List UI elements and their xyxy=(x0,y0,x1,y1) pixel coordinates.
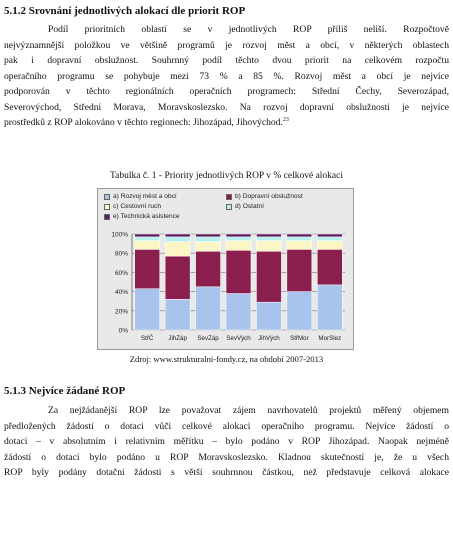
bar-segment xyxy=(256,241,281,252)
bar-segment xyxy=(165,256,190,299)
bar-segment xyxy=(226,250,251,293)
bar-segment xyxy=(256,234,281,237)
bar-segment xyxy=(226,234,251,237)
x-tick-label: JihVých xyxy=(258,335,280,342)
bar-segment xyxy=(196,287,221,330)
bar-segment xyxy=(287,241,312,250)
paragraph-line: žádostí o dotaci bylo podáno u ROP Moravskoslezsko. Kladnou skutečností je, že u všech xyxy=(4,451,449,463)
bar-segment xyxy=(226,241,251,251)
bar-segment xyxy=(287,249,312,291)
bar-segment xyxy=(135,289,160,330)
bar-segment xyxy=(196,234,221,237)
paragraph-line: dotaci – v absolutním i relativním měřítku – bylo podáno v ROP Jihozápad. Naopak nejméně xyxy=(4,436,449,447)
paragraph-line: předložených žádostí o dotaci vůči celkové alokaci operačního programu. Nejvíce žádostí o xyxy=(4,420,449,432)
bar-segment xyxy=(196,251,221,287)
bar-segment xyxy=(287,234,312,237)
x-tick-label: JihZáp xyxy=(168,335,187,342)
legend-label: c) Cestovní ruch xyxy=(113,203,162,210)
y-tick-label: 100% xyxy=(111,231,128,239)
footnote-marker: 23 xyxy=(282,116,289,123)
y-tick-label: 40% xyxy=(114,289,128,297)
bar-segment xyxy=(135,241,160,250)
bar-segment xyxy=(317,285,342,330)
bar-segment xyxy=(317,234,342,237)
paragraph-line: ROP byly podány dotační žádosti s větší souhrnnou částkou, než představuje celková alokace xyxy=(4,467,449,478)
bar-segment xyxy=(135,249,160,288)
section2-paragraph xyxy=(4,403,449,481)
x-tick-label: StřČ xyxy=(141,335,154,342)
paragraph-line: operačního programu se pohybuje mezi 73 % a 85 %. Rozvoj měst a obcí je nejvíce xyxy=(4,70,449,82)
paragraph-line: Severovýchod, Střední Morava, Moravskoslezsko. Na rozvoj dopravní obslužnosti je nejvíce xyxy=(4,101,449,113)
x-tick-label: SevZáp xyxy=(197,335,219,342)
stacked-bar-chart xyxy=(97,188,354,350)
bar-segment xyxy=(165,299,190,330)
bar-segment xyxy=(317,237,342,241)
chart-source: Zdroj: www.strukturalni-fondy.cz, na období 2007-2013 xyxy=(129,354,324,364)
paragraph-line: Podíl prioritních oblastí se v jednotlivých ROP příliš neliší. Rozpočtově xyxy=(48,24,449,35)
chart-plot xyxy=(98,189,353,349)
bar-segment xyxy=(256,251,281,302)
paragraph-line: pak i dopravní obslužnost. Souhrnný podíl těchto dvou priorit na celkovém rozpočtu xyxy=(4,55,449,66)
bar-segment xyxy=(226,294,251,330)
y-tick-label: 60% xyxy=(114,269,128,277)
bar-segment xyxy=(287,292,312,330)
paragraph-line: Za nejžádanější ROP lze považovat zájem navrhovatelů projektů měřený objemem xyxy=(48,405,449,416)
bar-segment xyxy=(165,234,190,237)
paragraph-line: nejvýznamnější položkou ve většině programů je rozvoj měst a obcí, v některých oblastech xyxy=(4,39,449,51)
legend-label: e) Technická asistence xyxy=(113,213,180,220)
paragraph-line-text: prostředků z ROP alokováno v těchto regionech: Jihozápad, Jihovýchod. xyxy=(4,117,283,128)
bar-segment xyxy=(196,242,221,252)
bar-segment xyxy=(165,237,190,242)
x-tick-label: MorSlez xyxy=(318,335,342,342)
section-heading-5-1-2: 5.1.2 Srovnání jednotlivých alokací dle priorit ROP xyxy=(4,5,246,17)
bar-segment xyxy=(196,237,221,242)
bar-segment xyxy=(256,237,281,241)
bar-segment xyxy=(317,241,342,250)
bar-segment xyxy=(287,237,312,241)
bar-segment xyxy=(256,302,281,330)
table-caption: Tabulka č. 1 - Priority jednotlivých ROP v % celkové alokaci xyxy=(110,171,343,181)
x-tick-label: StřMor xyxy=(290,335,309,342)
legend-label: d) Ostatní xyxy=(235,203,264,210)
y-tick-label: 0% xyxy=(118,327,128,335)
paragraph-line: podporován v těchto regionálních operačních programech: Střední Čechy, Severozápad, xyxy=(4,86,449,97)
bar-segment xyxy=(165,242,190,256)
legend-label: a) Rozvoj měst a obcí xyxy=(113,193,177,200)
bar-segment xyxy=(226,237,251,241)
bar-segment xyxy=(135,234,160,237)
bar-segment xyxy=(317,249,342,285)
section1-paragraph xyxy=(4,22,449,131)
bar-segment xyxy=(135,237,160,241)
legend-label: b) Dopravní obslužnost xyxy=(235,193,303,200)
paragraph-line xyxy=(4,115,449,131)
x-tick-label: SevVých xyxy=(226,335,251,342)
section-heading-5-1-3: 5.1.3 Nejvíce žádané ROP xyxy=(4,385,126,397)
y-tick-label: 80% xyxy=(114,250,128,258)
y-tick-label: 20% xyxy=(114,308,128,316)
